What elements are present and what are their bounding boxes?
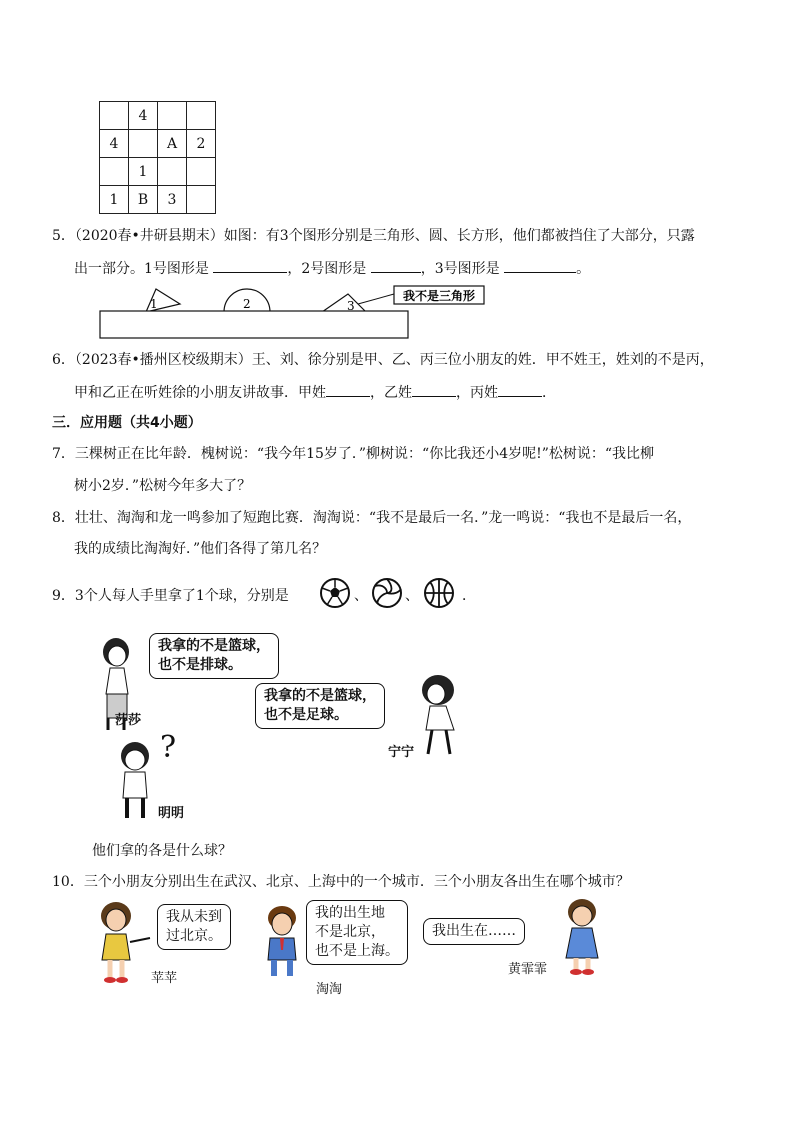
grid-cell: 1 <box>129 158 158 186</box>
callout-pointer <box>358 294 394 304</box>
answer-blank[interactable] <box>371 258 421 273</box>
q6-text-d: ． <box>542 385 556 401</box>
bubble-line: 不是北京， <box>315 924 385 940</box>
section-heading: 三．应用题（共4小题） <box>52 415 202 431</box>
q6-text-b: ，乙姓 <box>370 385 412 401</box>
grid-cell: 4 <box>100 130 129 158</box>
ningning-figure <box>410 672 466 758</box>
grid-cell: 2 <box>187 130 216 158</box>
fig-label-2: 2 <box>243 297 251 311</box>
grid-cell <box>158 158 187 186</box>
pingping-figure <box>96 898 156 988</box>
q7-line1: 7．三棵树正在比年龄．槐树说：“我今年15岁了．”柳树说：“你比我还小4岁呢!”松树说：“我比柳 <box>52 446 655 462</box>
number-grid <box>99 101 216 214</box>
mingming-figure <box>113 738 159 822</box>
bubble-line: 也不是足球。 <box>264 707 348 723</box>
separator: 、 <box>354 588 368 604</box>
q5-line1: 5．（2020春•井研县期末）如图：有3个图形分别是三角形、圆、长方形，他们都被挡住了大部分，只露 <box>52 228 695 244</box>
huangfeifei-figure <box>556 896 606 976</box>
soccer-ball-icon <box>318 577 354 609</box>
volleyball-icon <box>370 576 404 610</box>
q5-text-b: ，2号图形是 <box>287 261 367 277</box>
grid-cell: B <box>129 186 158 214</box>
bubble-line: 我出生在…… <box>432 923 516 939</box>
q9-line1 <box>52 586 289 606</box>
separator: 、 <box>405 588 419 604</box>
hidden-shapes-figure <box>96 284 496 342</box>
bubble-line: 过北京。 <box>166 928 222 944</box>
period: ． <box>462 588 476 604</box>
bubble-line: 我的出生地 <box>315 905 385 921</box>
grid-cell: 4 <box>129 102 158 130</box>
grid-cell: A <box>158 130 187 158</box>
name-sasha: 莎莎 <box>115 713 142 728</box>
name-taotao: 淘淘 <box>316 982 343 997</box>
q5-line2 <box>74 258 590 279</box>
fig-label-3: 3 <box>347 299 355 313</box>
question-mark: ? <box>160 730 177 765</box>
answer-blank[interactable] <box>412 382 456 397</box>
q8-line1: 8．壮壮、淘淘和龙一鸣参加了短跑比赛．淘淘说：“我不是最后一名．”龙一鸣说：“我也不是最后一名， <box>52 510 692 526</box>
speech-bubble-taotao <box>306 900 408 965</box>
grid-cell <box>100 102 129 130</box>
answer-blank[interactable] <box>504 258 576 273</box>
grid-row <box>100 186 216 214</box>
q5-text-a: 出一部分。1号图形是 <box>74 261 209 277</box>
q5-text-d: 。 <box>576 261 591 277</box>
name-pingping: 苹苹 <box>151 971 178 986</box>
q6-line2 <box>74 382 556 403</box>
grid-cell <box>129 130 158 158</box>
q9-question: 他们拿的各是什么球？ <box>92 843 232 859</box>
bubble-line: 也不是上海。 <box>315 943 399 959</box>
callout-text: 我不是三角形 <box>402 289 476 303</box>
q6-text-c: ，丙姓 <box>456 385 498 401</box>
speech-bubble-pingping <box>157 904 231 950</box>
answer-blank[interactable] <box>498 382 542 397</box>
grid-cell: 3 <box>158 186 187 214</box>
fig-label-1: 1 <box>150 297 158 311</box>
answer-blank[interactable] <box>326 382 370 397</box>
bubble-line: 我拿的不是篮球， <box>158 638 270 654</box>
q7-line2: 树小2岁．”松树今年多大了？ <box>74 478 252 494</box>
name-ningning: 宁宁 <box>388 745 415 760</box>
rectangle-shape <box>322 294 366 312</box>
bubble-line: 我从未到 <box>166 909 222 925</box>
basketball-icon <box>421 576 457 610</box>
grid-cell <box>187 102 216 130</box>
q5-text-c: ，3号图形是 <box>420 261 500 277</box>
q6-text-a: 甲和乙正在听姓徐的小朋友讲故事．甲姓 <box>74 385 326 401</box>
grid-row <box>100 158 216 186</box>
grid-row <box>100 102 216 130</box>
grid-cell <box>187 186 216 214</box>
name-mingming: 明明 <box>158 806 185 821</box>
q9-text: 9．3个人每人手里拿了1个球，分别是 <box>52 588 289 604</box>
grid-row <box>100 130 216 158</box>
speech-bubble-ningning <box>255 683 385 729</box>
q6-line1: 6．（2023春•播州区校级期末）王、刘、徐分别是甲、乙、丙三位小朋友的姓．甲不姓王，姓刘的不是丙， <box>52 352 714 368</box>
grid-cell <box>100 158 129 186</box>
speech-bubble-sasha <box>149 633 279 679</box>
q8-line2: 我的成绩比淘淘好．”他们各得了第几名？ <box>74 541 327 557</box>
grid-cell <box>158 102 187 130</box>
q10-line1: 10．三个小朋友分别出生在武汉、北京、上海中的一个城市．三个小朋友各出生在哪个城市？ <box>52 874 630 890</box>
covering-rectangle <box>100 311 408 338</box>
grid-cell <box>187 158 216 186</box>
bubble-line: 我拿的不是篮球， <box>264 688 376 704</box>
answer-blank[interactable] <box>213 258 287 273</box>
taotao-figure <box>256 902 310 982</box>
bubble-line: 也不是排球。 <box>158 657 242 673</box>
grid-cell: 1 <box>100 186 129 214</box>
name-huangfeifei: 黄霏霏 <box>508 962 548 977</box>
speech-bubble-huangfeifei <box>423 918 525 945</box>
